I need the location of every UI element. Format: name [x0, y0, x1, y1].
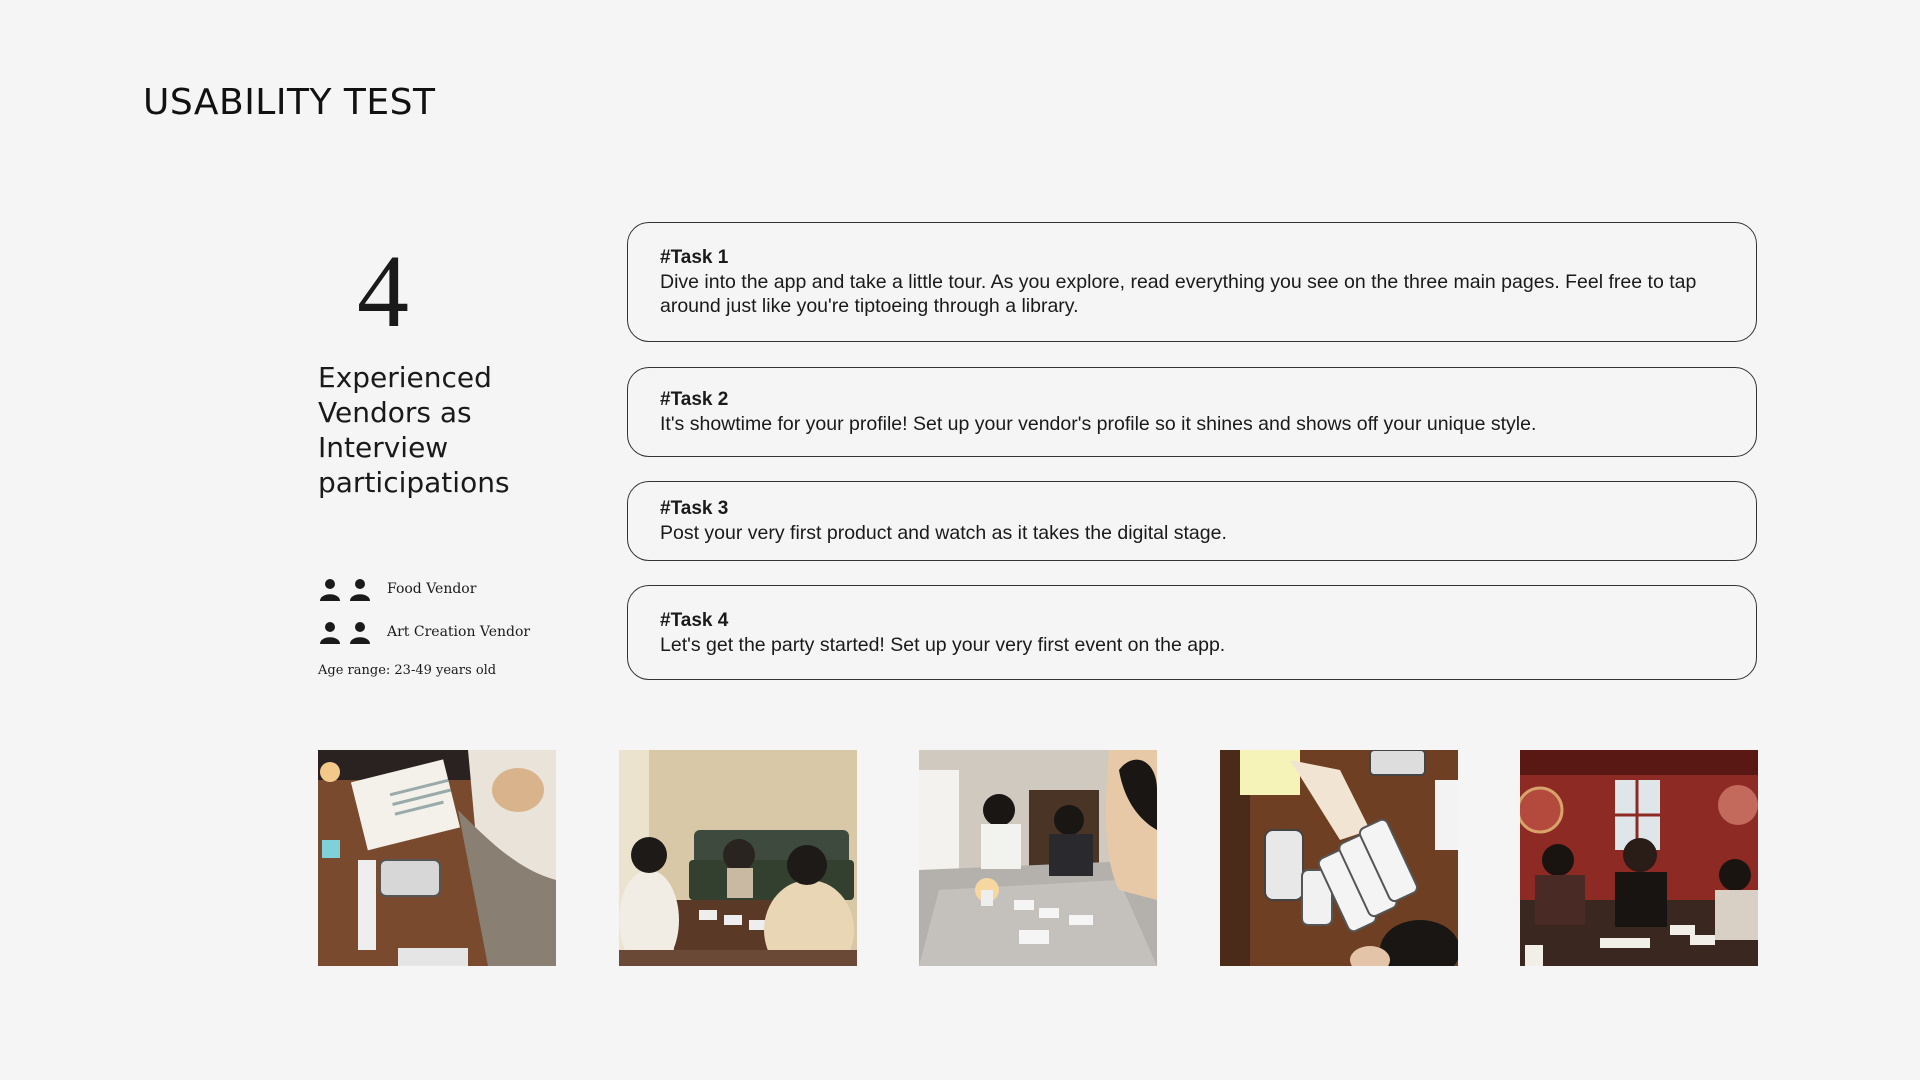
person-icon: [348, 620, 372, 644]
two-person-icon: [318, 620, 387, 644]
task-description: It's showtime for your profile! Set up your vendor's profile so it shines and shows off your unique style.: [660, 413, 1537, 435]
page-title: USABILITY TEST: [143, 82, 436, 123]
testing-photo-3: [919, 750, 1157, 966]
task-title: #Task 3: [660, 498, 729, 519]
task-card-3: [627, 481, 1757, 561]
vendor-item-art: [318, 617, 530, 647]
person-icon: [318, 620, 342, 644]
task-description: Let's get the party started! Set up your very first event on the app.: [660, 633, 1226, 656]
vendor-label: Art Creation Vendor: [387, 624, 531, 640]
task-title: #Task 2: [660, 389, 729, 410]
task-description: Dive into the app and take a little tour. As you explore, read everything you see on the three main pages. Feel free to tap around just like you're tiptoeing through a library.: [660, 271, 1697, 317]
testing-photo-2: [619, 750, 857, 966]
task-card-4: [627, 585, 1757, 680]
participant-headline: Experienced Vendors as Interview participations: [318, 361, 510, 499]
person-icon: [318, 577, 342, 601]
task-description: Post your very first product and watch as it takes the digital stage.: [660, 522, 1227, 544]
two-person-icon: [318, 577, 387, 601]
participant-count: 4: [357, 234, 409, 349]
vendor-item-food: [318, 574, 530, 604]
testing-photo-1: [318, 750, 556, 966]
vendor-label: Food Vendor: [387, 581, 477, 597]
person-icon: [348, 577, 372, 601]
vendor-list: [318, 574, 530, 660]
task-card-1: [627, 222, 1757, 342]
testing-photo-4: [1220, 750, 1458, 966]
age-range: Age range: 23-49 years old: [318, 663, 497, 678]
testing-photo-5: [1520, 750, 1758, 966]
task-title: #Task 4: [660, 609, 729, 631]
task-title: #Task 1: [660, 247, 729, 268]
task-card-2: [627, 367, 1757, 457]
